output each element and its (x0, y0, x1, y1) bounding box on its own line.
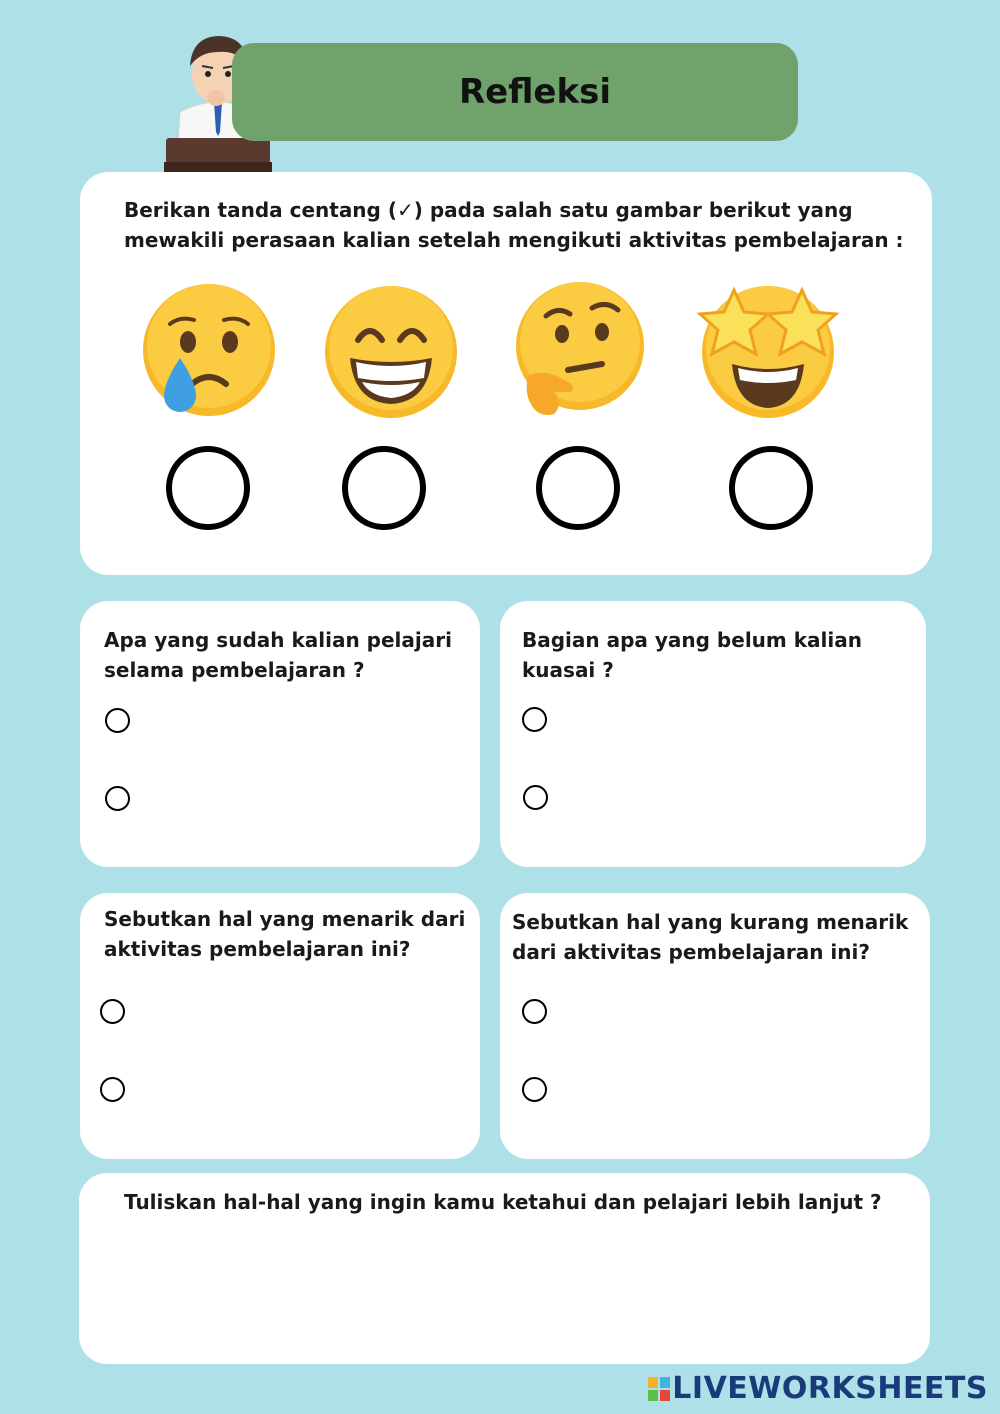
feeling-option-grinning[interactable] (342, 446, 426, 530)
brand-text: LIVEWORKSHEETS (672, 1371, 988, 1406)
thinking-face-icon (506, 280, 650, 420)
question-1-answer-option-2[interactable] (105, 786, 130, 811)
question-4-line1: Sebutkan hal yang kurang menarik (512, 910, 909, 934)
question-3-answer-option-1[interactable] (100, 999, 125, 1024)
question-1-line1: Apa yang sudah kalian pelajari (104, 628, 452, 652)
feeling-instruction-line1: Berikan tanda centang (✓) pada salah satu gambar berikut yang (124, 198, 853, 222)
star-struck-face-icon (692, 280, 844, 422)
question-2-text (522, 625, 902, 685)
question-2-line1: Bagian apa yang belum kalian (522, 628, 862, 652)
question-3-line1: Sebutkan hal yang menarik dari (104, 907, 466, 931)
crying-face-icon (138, 282, 280, 424)
question-3-text (104, 904, 472, 964)
feeling-instruction-line2: mewakili perasaan kalian setelah mengikuti aktivitas pembelajaran : (124, 228, 904, 252)
feeling-option-thinking[interactable] (536, 446, 620, 530)
question-1-line2: selama pembelajaran ? (104, 658, 365, 682)
question-1-answer-option-1[interactable] (105, 708, 130, 733)
question-4-answer-option-1[interactable] (522, 999, 547, 1024)
question-2-answer-option-2[interactable] (523, 785, 548, 810)
question-2-answer-option-1[interactable] (522, 707, 547, 732)
feeling-option-crying[interactable] (166, 446, 250, 530)
question-1-text (104, 625, 464, 685)
page-title: Refleksi (458, 72, 611, 112)
question-3-line2: aktivitas pembelajaran ini? (104, 937, 411, 961)
liveworksheets-brand (648, 1371, 988, 1406)
question-3-answer-option-2[interactable] (100, 1077, 125, 1102)
feeling-option-star-struck[interactable] (729, 446, 813, 530)
question-4-answer-option-2[interactable] (522, 1077, 547, 1102)
question-2-line2: kuasai ? (522, 658, 614, 682)
final-question-text: Tuliskan hal-hal yang ingin kamu ketahui dan pelajari lebih lanjut ? (124, 1190, 882, 1214)
title-bar (232, 43, 798, 141)
grinning-face-icon (320, 282, 462, 424)
question-4-line2: dari aktivitas pembelajaran ini? (512, 940, 870, 964)
feeling-instruction (124, 195, 914, 255)
question-4-text (512, 907, 922, 967)
liveworksheets-logo-icon (648, 1377, 670, 1401)
